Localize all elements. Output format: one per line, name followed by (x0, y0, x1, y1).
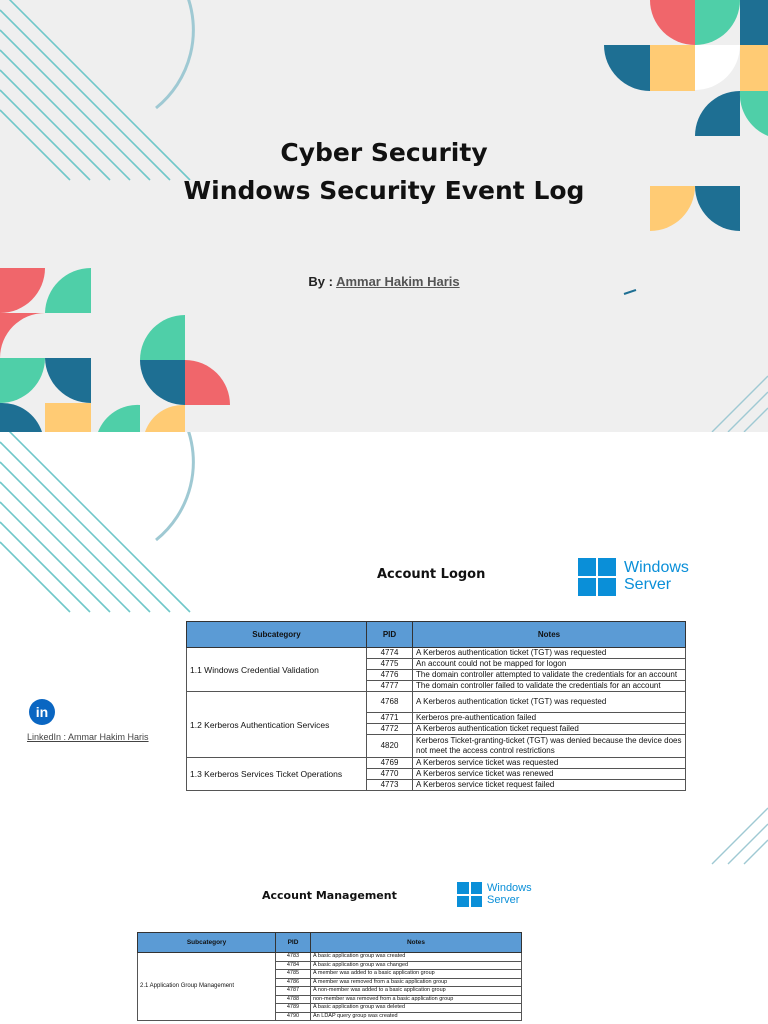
notes-cell: A member was added to a basic application group (311, 970, 522, 979)
account-logon-table (186, 621, 686, 791)
col-header-notes: Notes (311, 933, 522, 953)
content-slide (0, 432, 768, 1024)
col-header-pid: PID (276, 933, 311, 953)
notes-cell: A Kerberos service ticket request failed (413, 780, 686, 791)
pid-cell: 4772 (367, 724, 413, 735)
subcategory-cell: 1.3 Kerberos Services Ticket Operations (187, 758, 367, 791)
pid-cell: 4777 (367, 681, 413, 692)
slide-title-line1: Cyber Security (280, 138, 488, 167)
linkedin-link[interactable]: LinkedIn : Ammar Hakim Haris (27, 732, 149, 742)
table-row (138, 953, 522, 962)
col-header-pid: PID (367, 622, 413, 648)
notes-cell: A Kerberos service ticket was requested (413, 758, 686, 769)
pid-cell: 4789 (276, 1004, 311, 1013)
table-row (187, 692, 686, 713)
notes-cell: An LDAP query group was created (311, 1012, 522, 1021)
pid-cell: 4820 (367, 735, 413, 758)
col-header-subcategory: Subcategory (187, 622, 367, 648)
pid-cell: 4788 (276, 995, 311, 1004)
col-header-notes: Notes (413, 622, 686, 648)
notes-cell: Kerberos pre-authentication failed (413, 713, 686, 724)
col-header-subcategory: Subcategory (138, 933, 276, 953)
table-row (187, 758, 686, 769)
notes-cell: A non-member was added to a basic application group (311, 987, 522, 996)
pid-cell: 4776 (367, 670, 413, 681)
notes-cell: A basic application group was changed (311, 961, 522, 970)
subcategory-cell: 2.1 Application Group Management (138, 953, 276, 1021)
notes-cell: An account could not be mapped for logon (413, 659, 686, 670)
notes-cell: A Kerberos service ticket was renewed (413, 769, 686, 780)
pid-cell: 4784 (276, 961, 311, 970)
pid-cell: 4775 (367, 659, 413, 670)
pid-cell: 4790 (276, 1012, 311, 1021)
subcategory-cell: 1.2 Kerberos Authentication Services (187, 692, 367, 758)
account-management-table (137, 932, 522, 1021)
pid-cell: 4771 (367, 713, 413, 724)
pid-cell: 4769 (367, 758, 413, 769)
notes-cell: A Kerberos authentication ticket (TGT) was requested (413, 692, 686, 713)
account-management-title: Account Management (262, 889, 397, 902)
pid-cell: 4770 (367, 769, 413, 780)
byline-prefix: By : (308, 274, 337, 289)
logo-line1: Windows (624, 559, 689, 577)
notes-cell: Kerberos Ticket-granting-ticket (TGT) was denied because the device does not meet the access control restrictions (413, 735, 686, 758)
notes-cell: A member was removed from a basic application group (311, 978, 522, 987)
logo-line2: Server (624, 576, 672, 593)
logo-line2: Server (487, 893, 520, 906)
logo-line1: Windows (487, 881, 532, 894)
subcategory-cell: 1.1 Windows Credential Validation (187, 648, 367, 692)
table-row (187, 648, 686, 659)
decorative-pattern (0, 0, 768, 432)
pid-cell: 4787 (276, 987, 311, 996)
notes-cell: The domain controller failed to validate the credentials for an account (413, 681, 686, 692)
pid-cell: 4768 (367, 692, 413, 713)
notes-cell: The domain controller attempted to validate the credentials for an account (413, 670, 686, 681)
pid-cell: 4785 (276, 970, 311, 979)
title-slide (0, 0, 768, 432)
notes-cell: non-member was removed from a basic application group (311, 995, 522, 1004)
linkedin-icon[interactable]: in (29, 699, 55, 725)
windows-icon (457, 882, 482, 907)
notes-cell: A Kerberos authentication ticket request failed (413, 724, 686, 735)
author-link[interactable]: Ammar Hakim Haris (336, 274, 460, 289)
account-logon-title: Account Logon (377, 567, 486, 582)
notes-cell: A basic application group was deleted (311, 1004, 522, 1013)
pid-cell: 4773 (367, 780, 413, 791)
slide-title-line2: Windows Security Event Log (183, 176, 585, 205)
pid-cell: 4783 (276, 953, 311, 962)
windows-server-logo-small (457, 882, 532, 907)
notes-cell: A basic application group was created (311, 953, 522, 962)
notes-cell: A Kerberos authentication ticket (TGT) was requested (413, 648, 686, 659)
pid-cell: 4786 (276, 978, 311, 987)
pid-cell: 4774 (367, 648, 413, 659)
byline (0, 274, 768, 289)
windows-icon (578, 558, 616, 596)
windows-server-logo (578, 558, 689, 596)
